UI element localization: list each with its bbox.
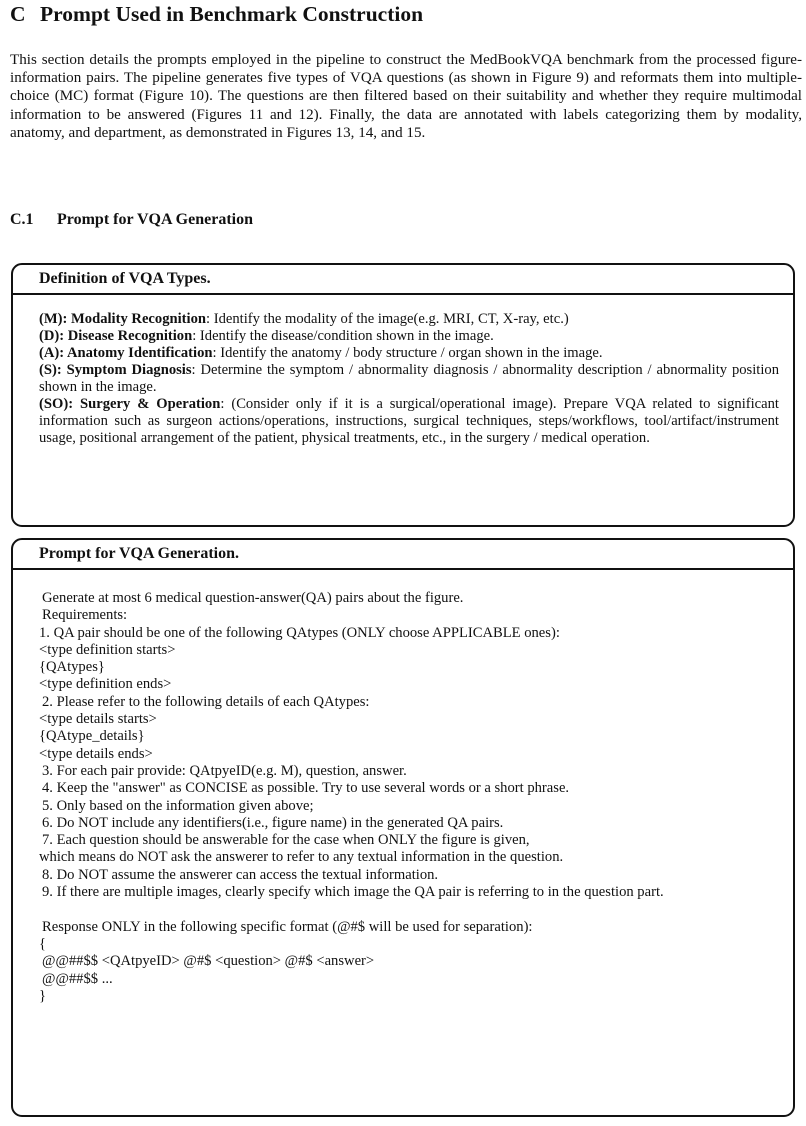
definition-item-label: (SO): Surgery & Operation (39, 396, 221, 412)
definition-item-text: : Identify the modality of the image(e.g. MRI, CT, X-ray, etc.) (206, 311, 569, 327)
prompt-box-header: Prompt for VQA Generation. (13, 540, 793, 570)
prompt-line: Generate at most 6 medical question-answer(QA) pairs about the figure. (42, 590, 464, 606)
definition-item-label: (M): Modality Recognition (39, 311, 206, 327)
section-heading (10, 2, 423, 27)
definition-item-label: (D): Disease Recognition (39, 328, 193, 344)
definition-box-body (13, 295, 793, 447)
definition-item (39, 345, 779, 362)
subsection-title: Prompt for VQA Generation (57, 211, 253, 228)
definition-item (39, 311, 779, 328)
prompt-line: <type details ends> (39, 745, 153, 762)
prompt-line: @@##$$ ... (42, 970, 113, 987)
definition-item (39, 362, 779, 396)
intro-paragraph: This section details the prompts employed in the pipeline to construct the MedBookVQA benchmark from the processed figure-information pairs. The pipeline generates five types of VQA questions (as shown in Figure 9) and reformats them into multiple-choice (MC) format (Figure 10). The questions are then filtered based on their suitability and whether they require multimodal information to be answered (Figures 11 and 12). Finally, the data are annotated with labels categorizing them by modality, anatomy, and department, as demonstrated in Figures 13, 14, and 15. (10, 52, 802, 141)
prompt-line: <type definition ends> (39, 676, 172, 693)
definition-item (39, 328, 779, 345)
section-number: C (10, 2, 26, 26)
definition-item-label: (A): Anatomy Identification (39, 345, 213, 361)
prompt-line: 9. If there are multiple images, clearly specify which image the QA pair is referring to in the question part. (42, 884, 664, 901)
prompt-line: 8. Do NOT assume the answerer can access the textual information. (42, 866, 439, 883)
prompt-line: {QAtype_details} (39, 728, 145, 745)
blank-line (39, 901, 779, 918)
definition-item-text: : Identify the disease/condition shown in the image. (192, 328, 494, 344)
definition-item-text: : Determine the symptom / abnormality diagnosis / abnormality description / abnormality position shown in the image. (39, 362, 779, 395)
prompt-line: which means do NOT ask the answerer to refer to any textual information in the question. (39, 849, 564, 866)
prompt-line: 2. Please refer to the following details of each QAtypes: (42, 693, 370, 710)
prompt-line: 5. Only based on the information given above; (42, 797, 314, 814)
definition-item (39, 396, 779, 447)
section-title: Prompt Used in Benchmark Construction (40, 2, 424, 26)
definition-item-text: : (Consider only if it is a surgical/operational image). Prepare VQA related to significant information such as surgeon actions/operations, instructions, surgical techniques, steps/workflows, tool/artifact/instrument usage, positional arrangement of the patient, physical treatments, etc., in the surgery / medical operation. (39, 396, 779, 446)
prompt-line: Requirements: (42, 607, 128, 624)
subsection-number: C.1 (10, 211, 34, 228)
subsection-heading (10, 211, 253, 229)
definition-box (11, 263, 795, 527)
prompt-line: <type details starts> (39, 711, 157, 728)
prompt-line: 6. Do NOT include any identifiers(i.e., figure name) in the generated QA pairs. (42, 814, 504, 831)
definition-item-text: : Identify the anatomy / body structure / organ shown in the image. (212, 345, 603, 361)
prompt-line: {QAtypes} (39, 659, 105, 676)
definition-box-header: Definition of VQA Types. (13, 265, 793, 295)
prompt-line: } (39, 987, 47, 1004)
prompt-line: 7. Each question should be answerable for the case when ONLY the figure is given, (42, 832, 530, 849)
prompt-line: @@##$$ <QAtpyeID> @#$ <question> @#$ <answer> (42, 953, 375, 970)
prompt-box (11, 538, 795, 1117)
definition-item-label: (S): Symptom Diagnosis (39, 362, 192, 378)
prompt-line: { (39, 935, 47, 952)
prompt-line: 3. For each pair provide: QAtpyeID(e.g. M), question, answer. (42, 762, 407, 779)
prompt-box-body (13, 570, 793, 1005)
prompt-line: <type definition starts> (39, 641, 176, 658)
prompt-line: 1. QA pair should be one of the following QAtypes (ONLY choose APPLICABLE ones): (39, 624, 560, 641)
prompt-line: 4. Keep the "answer" as CONCISE as possible. Try to use several words or a short phrase. (42, 780, 570, 797)
prompt-line: Response ONLY in the following specific format (@#$ will be used for separation): (42, 918, 533, 935)
